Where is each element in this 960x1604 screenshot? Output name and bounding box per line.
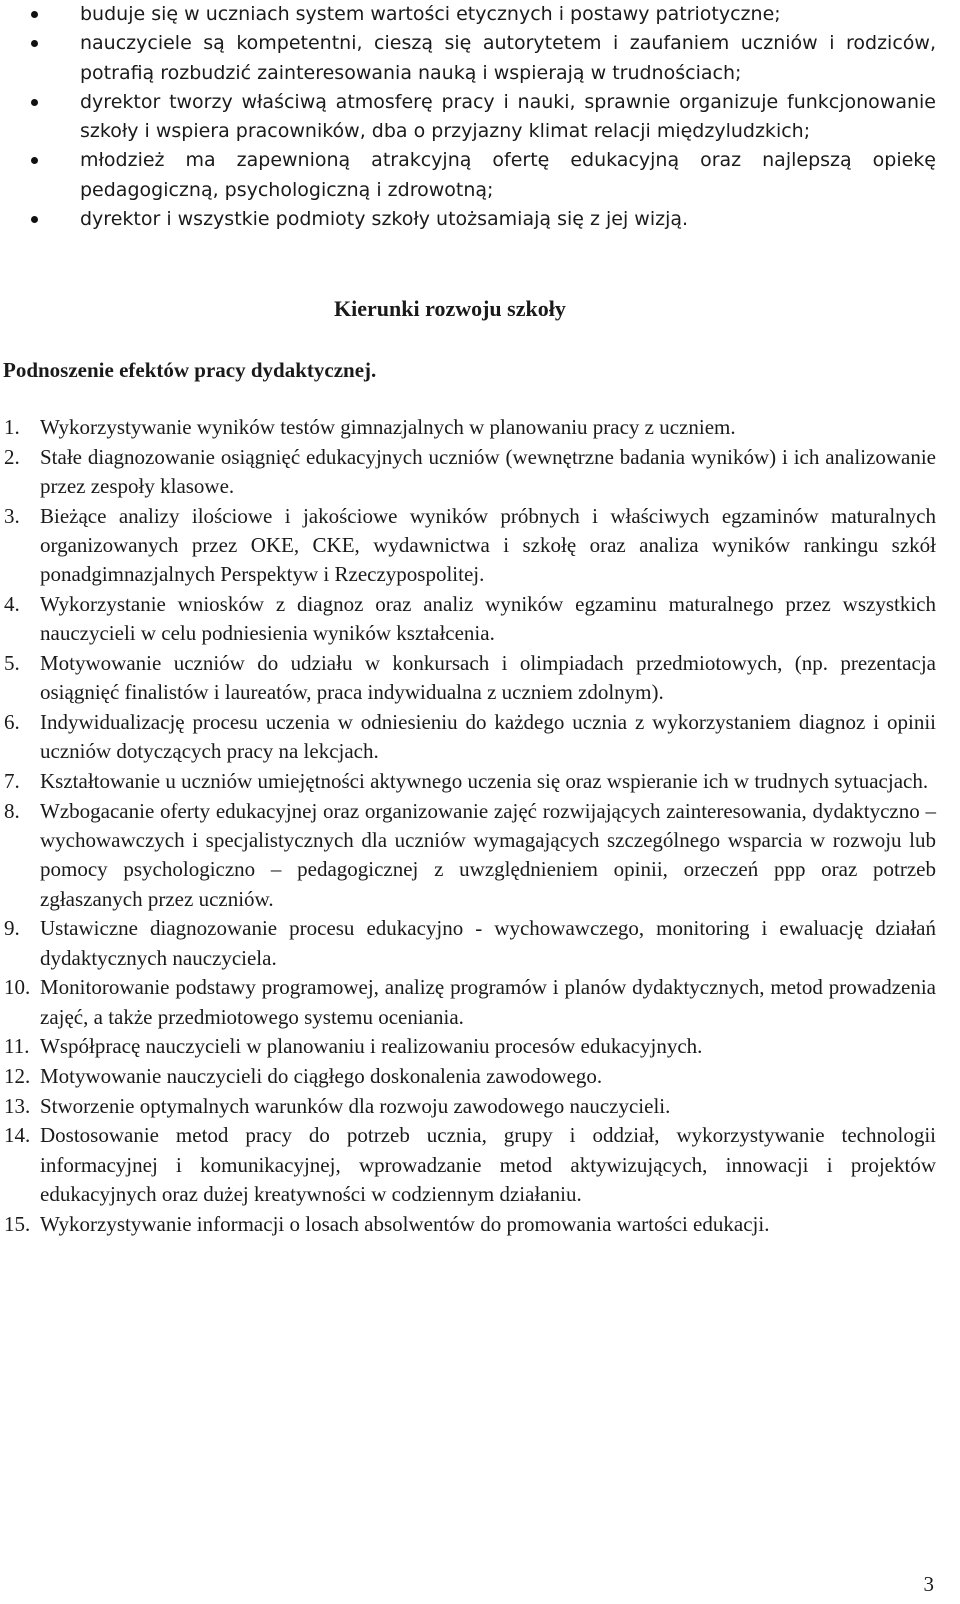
- item-text: Bieżące analizy ilościowe i jakościowe wyników próbnych i właściwych egzaminów maturalnych organizowanych przez OKE, CKE, wydawnictwa i szkołę oraz analiza wyników rankingu szkół ponadgimnazjalnych Perspektyw i Rzeczypospolitej.: [40, 503, 936, 587]
- list-item: [0, 1210, 960, 1239]
- list-item: [0, 413, 960, 442]
- bullet-item: [0, 205, 960, 234]
- bullet-dot-icon: [31, 99, 38, 106]
- list-item: [0, 1062, 960, 1091]
- item-text: Ustawiczne diagnozowanie procesu edukacyjno - wychowawczego, monitoring i ewaluację działań dydaktycznych nauczyciela.: [40, 916, 936, 970]
- item-text: Dostosowanie metod pracy do potrzeb ucznia, grupy i oddział, wykorzystywanie technologii informacyjnej i komunikacyjnej, wprowadzanie metod aktywizujących, innowacji i projektów edukacyjnych oraz dużej kreatywności w codziennym działaniu.: [40, 1123, 936, 1206]
- item-text: Stworzenie optymalnych warunków dla rozwoju zawodowego nauczycieli.: [40, 1093, 671, 1118]
- bullet-item: [0, 88, 960, 147]
- bullet-dot-icon: [31, 40, 38, 47]
- item-text: Monitorowanie podstawy programowej, analizę programów i planów dydaktycznych, metod prowadzenia zajęć, a także przedmiotowego systemu oceniania.: [40, 975, 936, 1029]
- list-item: [0, 649, 960, 708]
- bullet-dot-icon: [31, 216, 38, 223]
- item-number: 2.: [4, 444, 20, 469]
- section-title: Kierunki rozwoju szkoły: [334, 296, 566, 321]
- list-item: [0, 1092, 960, 1121]
- list-item: [0, 1032, 960, 1061]
- bullet-item: [0, 146, 960, 205]
- list-item: [0, 797, 960, 915]
- item-text: Wykorzystywanie wyników testów gimnazjalnych w planowaniu pracy z uczniem.: [40, 415, 736, 439]
- bullet-text: nauczyciele są kompetentni, cieszą się autorytetem i zaufaniem uczniów i rodziców, potrafią rozbudzić zainteresowania nauką i wspierają w trudnościach;: [80, 32, 936, 84]
- item-number: 8.: [4, 798, 20, 823]
- item-number: 1.: [4, 415, 20, 439]
- item-number: 3.: [4, 503, 20, 528]
- item-number: 5.: [4, 651, 20, 675]
- list-item: [0, 590, 960, 649]
- item-number: 14.: [4, 1123, 31, 1148]
- item-text: Indywidualizację procesu uczenia w odniesieniu do każdego ucznia z wykorzystaniem diagnoz i opinii uczniów dotyczących pracy na lekcjach.: [40, 710, 936, 764]
- item-text: Motywowanie uczniów do udziału w konkursach i olimpiadach przedmiotowych, (np. prezentacja osiągnięć finalistów i laureatów, praca indywidualna z uczniem zdolnym).: [40, 651, 936, 705]
- item-text: Współpracę nauczycieli w planowaniu i realizowaniu procesów edukacyjnych.: [40, 1034, 703, 1059]
- bullet-dot-icon: [31, 11, 38, 18]
- item-number: 15.: [4, 1211, 31, 1236]
- item-number: 9.: [4, 916, 20, 941]
- item-number: 12.: [4, 1064, 31, 1088]
- item-number: 7.: [4, 769, 20, 793]
- item-text: Wykorzystanie wniosków z diagnoz oraz analiz wyników egzaminu maturalnego przez wszystkich nauczycieli w celu podniesienia wyników kształcenia.: [40, 592, 936, 646]
- subsection-title: Podnoszenie efektów pracy dydaktycznej.: [3, 358, 377, 382]
- item-text: Wzbogacanie oferty edukacyjnej oraz organizowanie zajęć rozwijających zainteresowania, dydaktyczno – wychowawczych i specjalistycznych dla uczniów wymagających szczególnego wsparcia w rozwoju lub pomocy psychologiczno – pedagogicznej z uwzględnieniem opinii, orzeczeń ppp oraz potrzeb zgłaszanych przez uczniów.: [40, 798, 936, 911]
- bullet-text: buduje się w uczniach system wartości etycznych i postawy patriotyczne;: [80, 3, 781, 25]
- list-item: [0, 914, 960, 973]
- list-item: [0, 443, 960, 502]
- item-text: Motywowanie nauczycieli do ciągłego doskonalenia zawodowego.: [40, 1064, 603, 1088]
- bullet-text: młodzież ma zapewnioną atrakcyjną ofertę edukacyjną oraz najlepszą opiekę pedagogiczną, psychologiczną i zdrowotną;: [80, 149, 936, 201]
- bullet-dot-icon: [31, 157, 38, 164]
- item-number: 6.: [4, 710, 20, 734]
- bullet-list: [0, 0, 960, 234]
- item-text: Wykorzystywanie informacji o losach absolwentów do promowania wartości edukacji.: [40, 1211, 770, 1236]
- item-number: 4.: [4, 592, 20, 616]
- list-item: [0, 767, 960, 796]
- numbered-list: [0, 413, 960, 1239]
- item-number: 11.: [4, 1034, 30, 1059]
- item-number: 13.: [4, 1093, 31, 1118]
- bullet-text: dyrektor tworzy właściwą atmosferę pracy i nauki, sprawnie organizuje funkcjonowanie szkoły i wspiera pracowników, dba o przyjazny klimat relacji międzyludzkich;: [80, 90, 936, 143]
- bullet-item: [0, 0, 960, 29]
- list-item: [0, 708, 960, 767]
- list-item: [0, 1121, 960, 1209]
- item-text: Kształtowanie u uczniów umiejętności aktywnego uczenia się oraz wspieranie ich w trudnych sytuacjach.: [40, 769, 929, 793]
- list-item: [0, 502, 960, 590]
- page-number: 3: [923, 1572, 934, 1596]
- bullet-item: [0, 29, 960, 88]
- item-number: 10.: [4, 975, 31, 1000]
- item-text: Stałe diagnozowanie osiągnięć edukacyjnych uczniów (wewnętrzne badania wyników) i ich analizowanie przez zespoły klasowe.: [40, 444, 936, 498]
- bullet-text: dyrektor i wszystkie podmioty szkoły utożsamiają się z jej wizją.: [80, 208, 689, 231]
- list-item: [0, 973, 960, 1032]
